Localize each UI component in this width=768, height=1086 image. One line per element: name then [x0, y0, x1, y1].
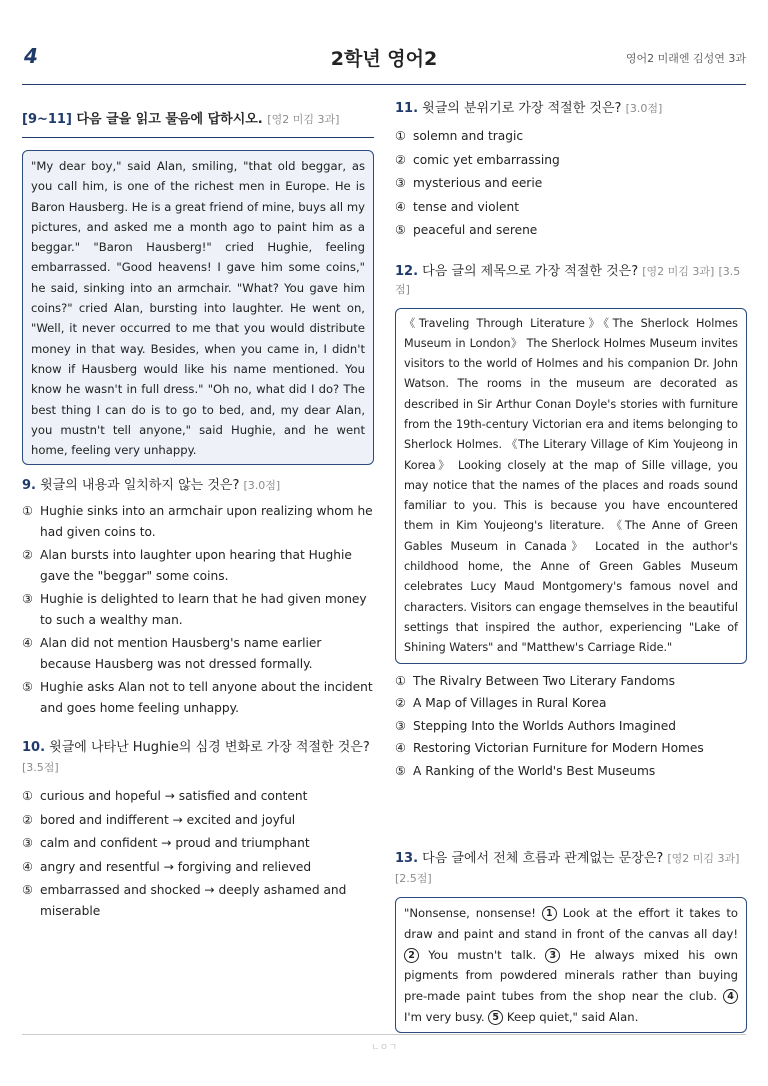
- page-title: 2학년 영어2: [330, 48, 438, 70]
- option-12-4[interactable]: [395, 738, 747, 759]
- option-text: Alan did not mention Hausberg's name earlier because Hausberg was not dressed formally.: [40, 636, 322, 671]
- question-tag: [영2 미김 3과]: [642, 264, 715, 278]
- option-9-1[interactable]: [22, 501, 374, 542]
- question-points: [3.5점]: [395, 264, 741, 296]
- right-column: [395, 100, 747, 1033]
- option-11-4[interactable]: [395, 197, 747, 218]
- option-9-5[interactable]: [22, 677, 374, 718]
- option-mark: ②: [22, 812, 33, 827]
- option-11-1[interactable]: [395, 126, 747, 147]
- sentence-marker-4: 4: [723, 989, 738, 1004]
- option-10-4[interactable]: [22, 857, 374, 878]
- option-mark: ②: [22, 548, 33, 563]
- option-text: bored and indifferent → excited and joyful: [40, 812, 296, 827]
- option-mark: ⑤: [395, 763, 406, 778]
- passage-segment: You mustn't talk.: [428, 947, 537, 962]
- page-header: [22, 44, 746, 74]
- passage-segment: Look at the effort it takes to draw and paint and stand in front of the canvas all day!: [404, 906, 738, 941]
- question-text: 윗글에 나타난 Hughie의 심경 변화로 가장 적절한 것은?: [49, 740, 370, 756]
- option-text: The Rivalry Between Two Literary Fandoms: [413, 673, 676, 688]
- group-range: [9~11]: [22, 112, 72, 127]
- options-11: [395, 126, 747, 241]
- option-mark: ④: [22, 859, 33, 874]
- options-12: [395, 671, 747, 782]
- passage-12: 《Traveling Through Literature》《The Sherlock Holmes Museum in London》 The Sherlock Holmes Museum invites visitors to the world of Holmes and his companion Dr. John Watson. The rooms in the museum are decorated as described in Sir Arthur Conan Doyle's stories with furniture from the 19th-century Victorian era and items belonging to Sherlock Holmes. 《The Literary Village of Kim Youjeong in Korea》 Looking closely at the map of Sille village, you may notice that the names of the places and roads sound familiar to you. This is because you have encountered them in Kim Youjeong's literature. 《The Anne of Green Gables Museum in Canada》 Located in the author's childhood home, the Anne of Green Gables Museum celebrates Lucy Maud Montgomery's famous novel and characters. Visitors can engage themselves in the beautiful settings that inspired the author, experiencing "Lake of Shining Waters" and "Matthew's Carriage Ride.": [395, 308, 747, 664]
- left-column: [22, 100, 374, 921]
- option-mark: ③: [22, 836, 33, 851]
- option-mark: ②: [395, 152, 406, 167]
- option-mark: ④: [22, 636, 33, 651]
- option-text: Hughie sinks into an armchair upon realizing whom he had given coins to.: [40, 504, 373, 539]
- option-text: Stepping Into the Worlds Authors Imagined: [413, 718, 676, 733]
- sentence-marker-3: 3: [545, 948, 560, 963]
- option-mark: ①: [22, 789, 33, 804]
- option-mark: ④: [395, 199, 406, 214]
- question-number: 13.: [395, 851, 419, 867]
- option-text: solemn and tragic: [413, 129, 524, 143]
- question-points: [3.5점]: [22, 761, 59, 775]
- option-text: A Ranking of the World's Best Museums: [413, 763, 656, 778]
- passage-13: [395, 897, 747, 1033]
- option-mark: ⑤: [395, 223, 406, 237]
- option-text: Hughie asks Alan not to tell anyone about the incident and goes home feeling unhappy.: [40, 680, 373, 715]
- option-mark: ③: [22, 592, 33, 607]
- question-points: [2.5점]: [395, 872, 432, 886]
- page-number: 4: [24, 44, 38, 68]
- option-9-3[interactable]: [22, 589, 374, 630]
- passage-9-11: "My dear boy," said Alan, smiling, "that old beggar, as you call him, is one of the richest men in Europe. He is Baron Hausberg. He is a great friend of mine, buys all my pictures, and asked me a month ago to paint him as a beggar." "Baron Hausberg!" cried Hughie, feeling embarrassed. "Good heavens! I gave him some coins," he said, sinking into an armchair. "What? You gave him coins?" cried Alan, bursting into laughter. He went on, "Well, it never occurred to me that you would distribute money in that way. Besides, when you came in, I didn't know if Hausberg would like his name mentioned. You know he wasn't in full dress." "Oh no, what did I do? The best thing I can do is to go to bed, and, my dear Alan, you mustn't tell anyone," said Hughie, and he went home, feeling very unhappy.: [22, 150, 374, 465]
- option-mark: ④: [395, 741, 406, 756]
- question-number: 9.: [22, 478, 36, 494]
- options-9: [22, 501, 374, 718]
- option-text: curious and hopeful → satisfied and content: [40, 789, 308, 804]
- question-number: 12.: [395, 263, 419, 279]
- question-10: [22, 738, 374, 778]
- option-10-1[interactable]: [22, 786, 374, 807]
- option-10-3[interactable]: [22, 833, 374, 854]
- option-mark: ①: [395, 129, 406, 143]
- option-12-3[interactable]: [395, 716, 747, 737]
- question-12: [395, 263, 747, 299]
- passage-segment: He always mixed his own pigments from powdered minerals rather than buying pre-made paint tubes from the shop near the club.: [404, 947, 739, 1004]
- option-text: Hughie is delighted to learn that he had given money to such a wealthy man.: [40, 592, 367, 627]
- option-mark: ③: [395, 718, 406, 733]
- question-points: [3.0점]: [243, 479, 281, 493]
- question-points: [3.0점]: [625, 102, 663, 115]
- option-mark: ①: [395, 673, 406, 688]
- question-number: 10.: [22, 740, 46, 756]
- option-10-5[interactable]: [22, 880, 374, 921]
- option-text: Restoring Victorian Furniture for Modern Homes: [413, 741, 704, 756]
- option-mark: ⑤: [22, 680, 33, 695]
- passage-segment: "Nonsense, nonsense!: [404, 906, 536, 921]
- option-text: angry and resentful → forgiving and relieved: [40, 859, 312, 874]
- option-11-3[interactable]: [395, 173, 747, 194]
- question-text: 다음 글에서 전체 흐름과 관계없는 문장은?: [422, 851, 664, 867]
- question-11: [395, 100, 747, 118]
- passage-segment: Keep quiet," said Alan.: [506, 1010, 639, 1025]
- page-meta: 영어2 미래엔 김성연 3과: [625, 52, 746, 65]
- option-12-1[interactable]: [395, 671, 747, 692]
- question-tag: [영2 미김 3과]: [667, 852, 740, 866]
- option-text: mysterious and eerie: [413, 176, 543, 190]
- option-text: peaceful and serene: [413, 223, 538, 237]
- option-12-2[interactable]: [395, 693, 747, 714]
- footer-mark: ㄴㅇㄱ: [370, 1043, 398, 1053]
- option-mark: ⑤: [22, 883, 33, 898]
- group-instruction: [22, 100, 374, 138]
- question-text: 윗글의 내용과 일치하지 않는 것은?: [40, 478, 240, 494]
- question-13: [395, 849, 747, 889]
- option-text: comic yet embarrassing: [413, 152, 560, 167]
- passage-segment: I'm very busy.: [404, 1010, 485, 1025]
- group-tag: [영2 미김 3과]: [267, 113, 340, 126]
- options-10: [22, 786, 374, 921]
- option-text: calm and confident → proud and triumphant: [40, 836, 310, 851]
- option-text: tense and violent: [413, 199, 519, 214]
- option-9-2[interactable]: [22, 545, 374, 586]
- option-mark: ②: [395, 696, 406, 711]
- group-instruction-text: 다음 글을 읽고 물음에 답하시오.: [76, 112, 263, 127]
- option-11-2[interactable]: [395, 150, 747, 171]
- option-text: A Map of Villages in Rural Korea: [413, 696, 607, 711]
- question-9: [22, 477, 374, 495]
- sentence-marker-5: 5: [488, 1010, 503, 1025]
- question-text: 윗글의 분위기로 가장 적절한 것은?: [422, 101, 622, 116]
- header-divider: [22, 84, 746, 85]
- option-9-4[interactable]: [22, 633, 374, 674]
- option-mark: ①: [22, 504, 33, 519]
- sentence-marker-2: 2: [404, 948, 419, 963]
- option-12-5[interactable]: [395, 761, 747, 782]
- footer-divider: [22, 1034, 746, 1035]
- option-11-5[interactable]: [395, 220, 747, 241]
- question-number: 11.: [395, 101, 419, 116]
- option-10-2[interactable]: [22, 810, 374, 831]
- sentence-marker-1: 1: [542, 906, 557, 921]
- option-mark: ③: [395, 176, 406, 190]
- question-text: 다음 글의 제목으로 가장 적절한 것은?: [422, 263, 639, 279]
- option-text: Alan bursts into laughter upon hearing that Hughie gave the "beggar" some coins.: [40, 548, 352, 583]
- option-text: embarrassed and shocked → deeply ashamed and miserable: [40, 883, 347, 918]
